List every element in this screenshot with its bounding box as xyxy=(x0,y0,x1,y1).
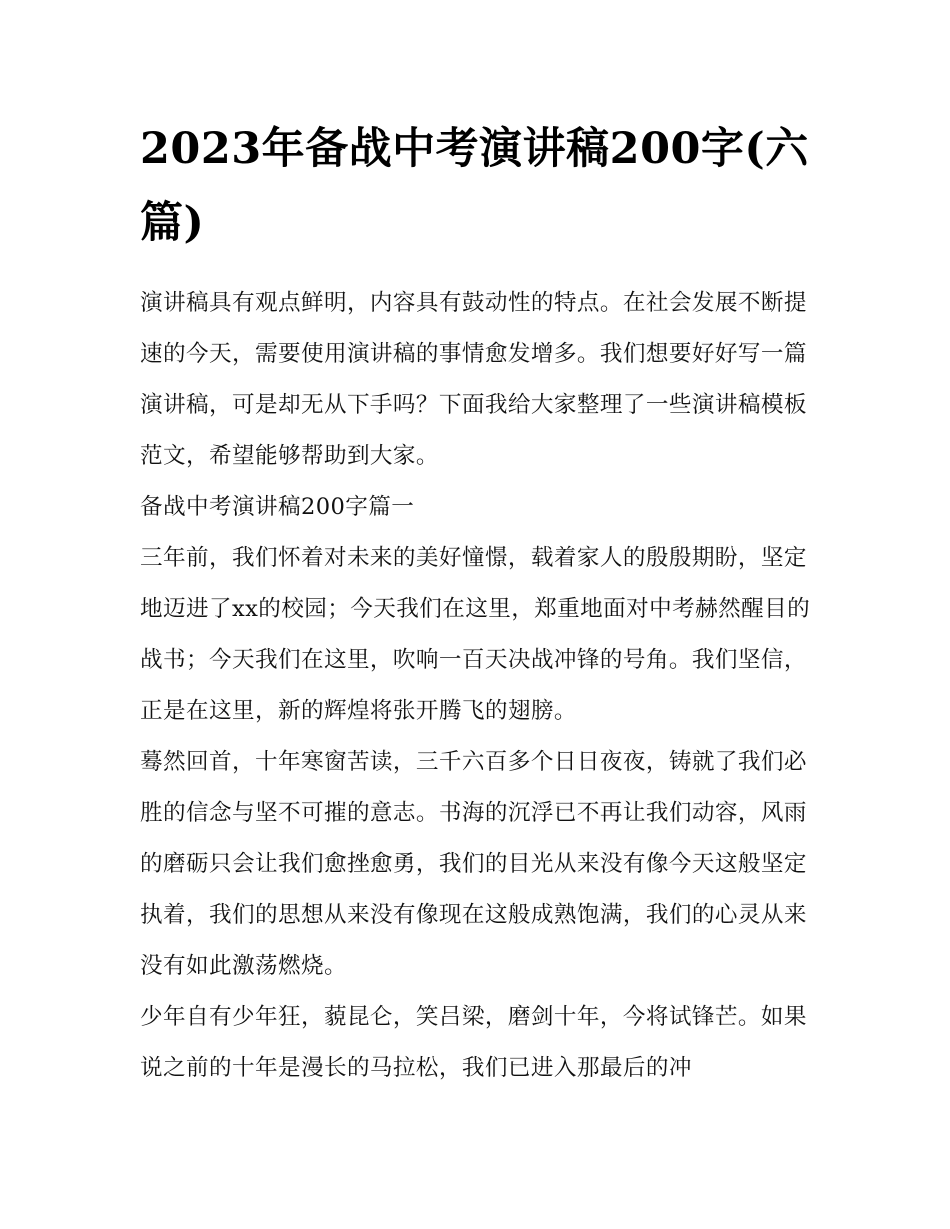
body-paragraph-1: 三年前，我们怀着对未来的美好憧憬，载着家人的殷殷期盼，坚定地迈进了xx的校园；今天我们在这里，郑重地面对中考赫然醒目的战书；今天我们在这里，吹响一百天决战冲锋的号角。我们坚信，正是在这里，新的辉煌将张开腾飞的翅膀。 xyxy=(140,545,811,724)
document-title: 2023年备战中考演讲稿200字(六篇) xyxy=(140,124,809,248)
intro-paragraph: 演讲稿具有观点鲜明，内容具有鼓动性的特点。在社会发展不断提速的今天，需要使用演讲稿的事情愈发增多。我们想要好好写一篇演讲稿，可是却无从下手吗？下面我给大家整理了一些演讲稿模板范文，希望能够帮助到大家。 xyxy=(140,290,807,469)
body-paragraph-3: 少年自有少年狂，藐昆仑，笑吕梁，磨剑十年，今将试锋芒。如果说之前的十年是漫长的马拉松，我们已进入那最后的冲 xyxy=(140,1004,807,1081)
section-heading: 备战中考演讲稿200字篇一 xyxy=(140,494,415,520)
document-body xyxy=(140,112,812,1094)
body-paragraph-2: 蓦然回首，十年寒窗苦读，三千六百多个日日夜夜，铸就了我们必胜的信念与坚不可摧的意志。书海的沉浮已不再让我们动容，风雨的磨砺只会让我们愈挫愈勇，我们的目光从来没有像今天这般坚定执着，我们的思想从来没有像现在这般成熟饱满，我们的心灵从来没有如此激荡燃烧。 xyxy=(140,749,807,979)
